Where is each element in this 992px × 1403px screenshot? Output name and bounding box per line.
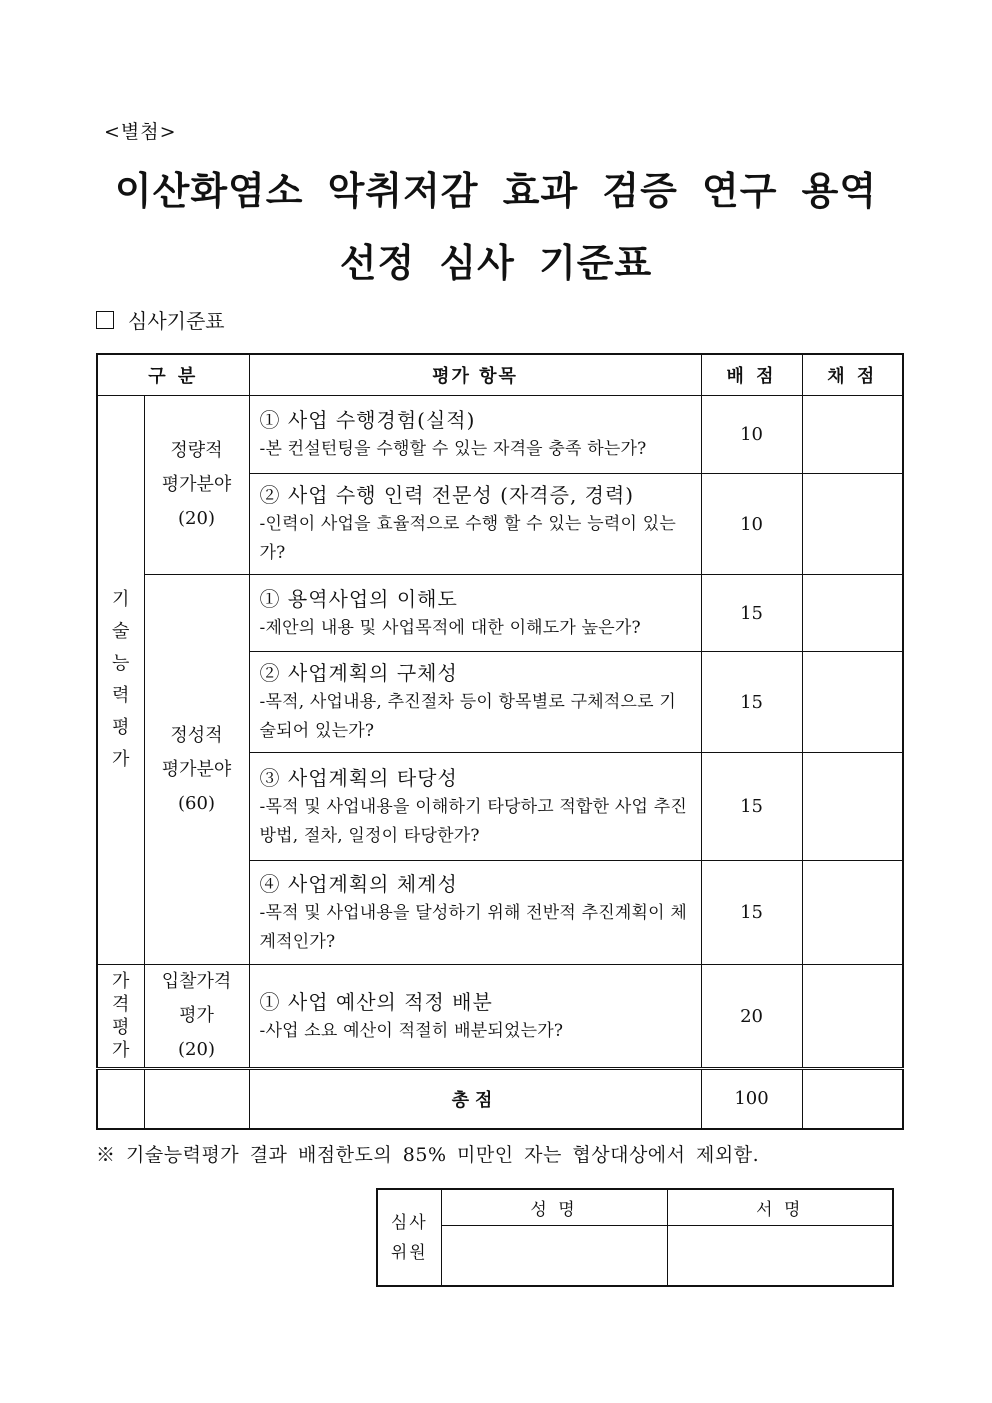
- attachment-label: <별첨>: [104, 121, 177, 143]
- empty-cell: [97, 1069, 144, 1129]
- section-heading: [96, 305, 225, 334]
- document-title: 이산화염소 악취저감 효과 검증 연구 용역: [114, 169, 878, 213]
- grading-cell[interactable]: [802, 965, 903, 1069]
- item-score: 10: [701, 474, 802, 575]
- footnote: ※ 기술능력평가 결과 배점한도의 85% 미만인 자는 협상대상에서 제외함.: [96, 1144, 760, 1166]
- grading-cell[interactable]: [802, 474, 903, 575]
- item-score: 15: [701, 652, 802, 753]
- price-evaluation-group: 가 격 평 가: [97, 965, 144, 1069]
- evaluation-item: ① 사업 예산의 적정 배분 -사업 소요 예산이 적절히 배분되었는가?: [249, 965, 701, 1069]
- evaluation-item: ② 사업 수행 인력 전문성 (자격증, 경력) -인력이 사업을 효율적으로 수행 할 수 있는 능력이 있는가?: [249, 474, 701, 575]
- table-header-row: [97, 354, 903, 396]
- tech-evaluation-group: 기 술 능 력 평 가: [97, 396, 144, 965]
- header-points: 배 점: [701, 354, 802, 396]
- table-row: [97, 965, 903, 1069]
- total-score: 100: [701, 1069, 802, 1129]
- empty-cell: [144, 1069, 249, 1129]
- grading-cell[interactable]: [802, 652, 903, 753]
- reviewer-label: 심사 위원: [377, 1189, 441, 1286]
- grading-cell[interactable]: [802, 396, 903, 474]
- evaluation-item: ① 용역사업의 이해도 -제안의 내용 및 사업목적에 대한 이해도가 높은가?: [249, 575, 701, 652]
- item-score: 15: [701, 575, 802, 652]
- qualitative-category: 정성적 평가분야 (60): [144, 575, 249, 965]
- section-label: 심사기준표: [128, 309, 225, 333]
- name-field[interactable]: [441, 1225, 667, 1286]
- item-score: 10: [701, 396, 802, 474]
- document-subtitle: 선정 심사 기준표: [339, 241, 653, 285]
- evaluation-item: ④ 사업계획의 체계성 -목적 및 사업내용을 달성하기 위해 전반적 추진계획이 체계적인가?: [249, 861, 701, 965]
- name-header: 성 명: [441, 1189, 667, 1225]
- price-category: 입찰가격 평가 (20): [144, 965, 249, 1069]
- grading-cell[interactable]: [802, 753, 903, 861]
- item-score: 20: [701, 965, 802, 1069]
- evaluation-item: ① 사업 수행경험(실적) -본 컨설턴팅을 수행할 수 있는 자격을 충족 하는가?: [249, 396, 701, 474]
- grading-cell[interactable]: [802, 575, 903, 652]
- reviewer-signature-table: [376, 1188, 894, 1287]
- total-grading-cell[interactable]: [802, 1069, 903, 1129]
- total-label: 총점: [249, 1069, 701, 1129]
- header-category: 구 분: [97, 354, 249, 396]
- evaluation-item: ② 사업계획의 구체성 -목적, 사업내용, 추진절차 등이 항목별로 구체적으로 기술되어 있는가?: [249, 652, 701, 753]
- header-items: 평가 항목: [249, 354, 701, 396]
- item-score: 15: [701, 861, 802, 965]
- signature-header: 서 명: [667, 1189, 893, 1225]
- header-grading: 채 점: [802, 354, 903, 396]
- evaluation-item: ③ 사업계획의 타당성 -목적 및 사업내용을 이해하기 타당하고 적합한 사업 추진방법, 절차, 일정이 타당한가?: [249, 753, 701, 861]
- table-row: [97, 575, 903, 652]
- table-row: [97, 396, 903, 474]
- grading-cell[interactable]: [802, 861, 903, 965]
- total-row: [97, 1069, 903, 1129]
- square-bullet-icon: [96, 311, 114, 329]
- quantitative-category: 정량적 평가분야 (20): [144, 396, 249, 575]
- evaluation-criteria-table: [96, 353, 904, 1130]
- item-score: 15: [701, 753, 802, 861]
- signature-field[interactable]: [667, 1225, 893, 1286]
